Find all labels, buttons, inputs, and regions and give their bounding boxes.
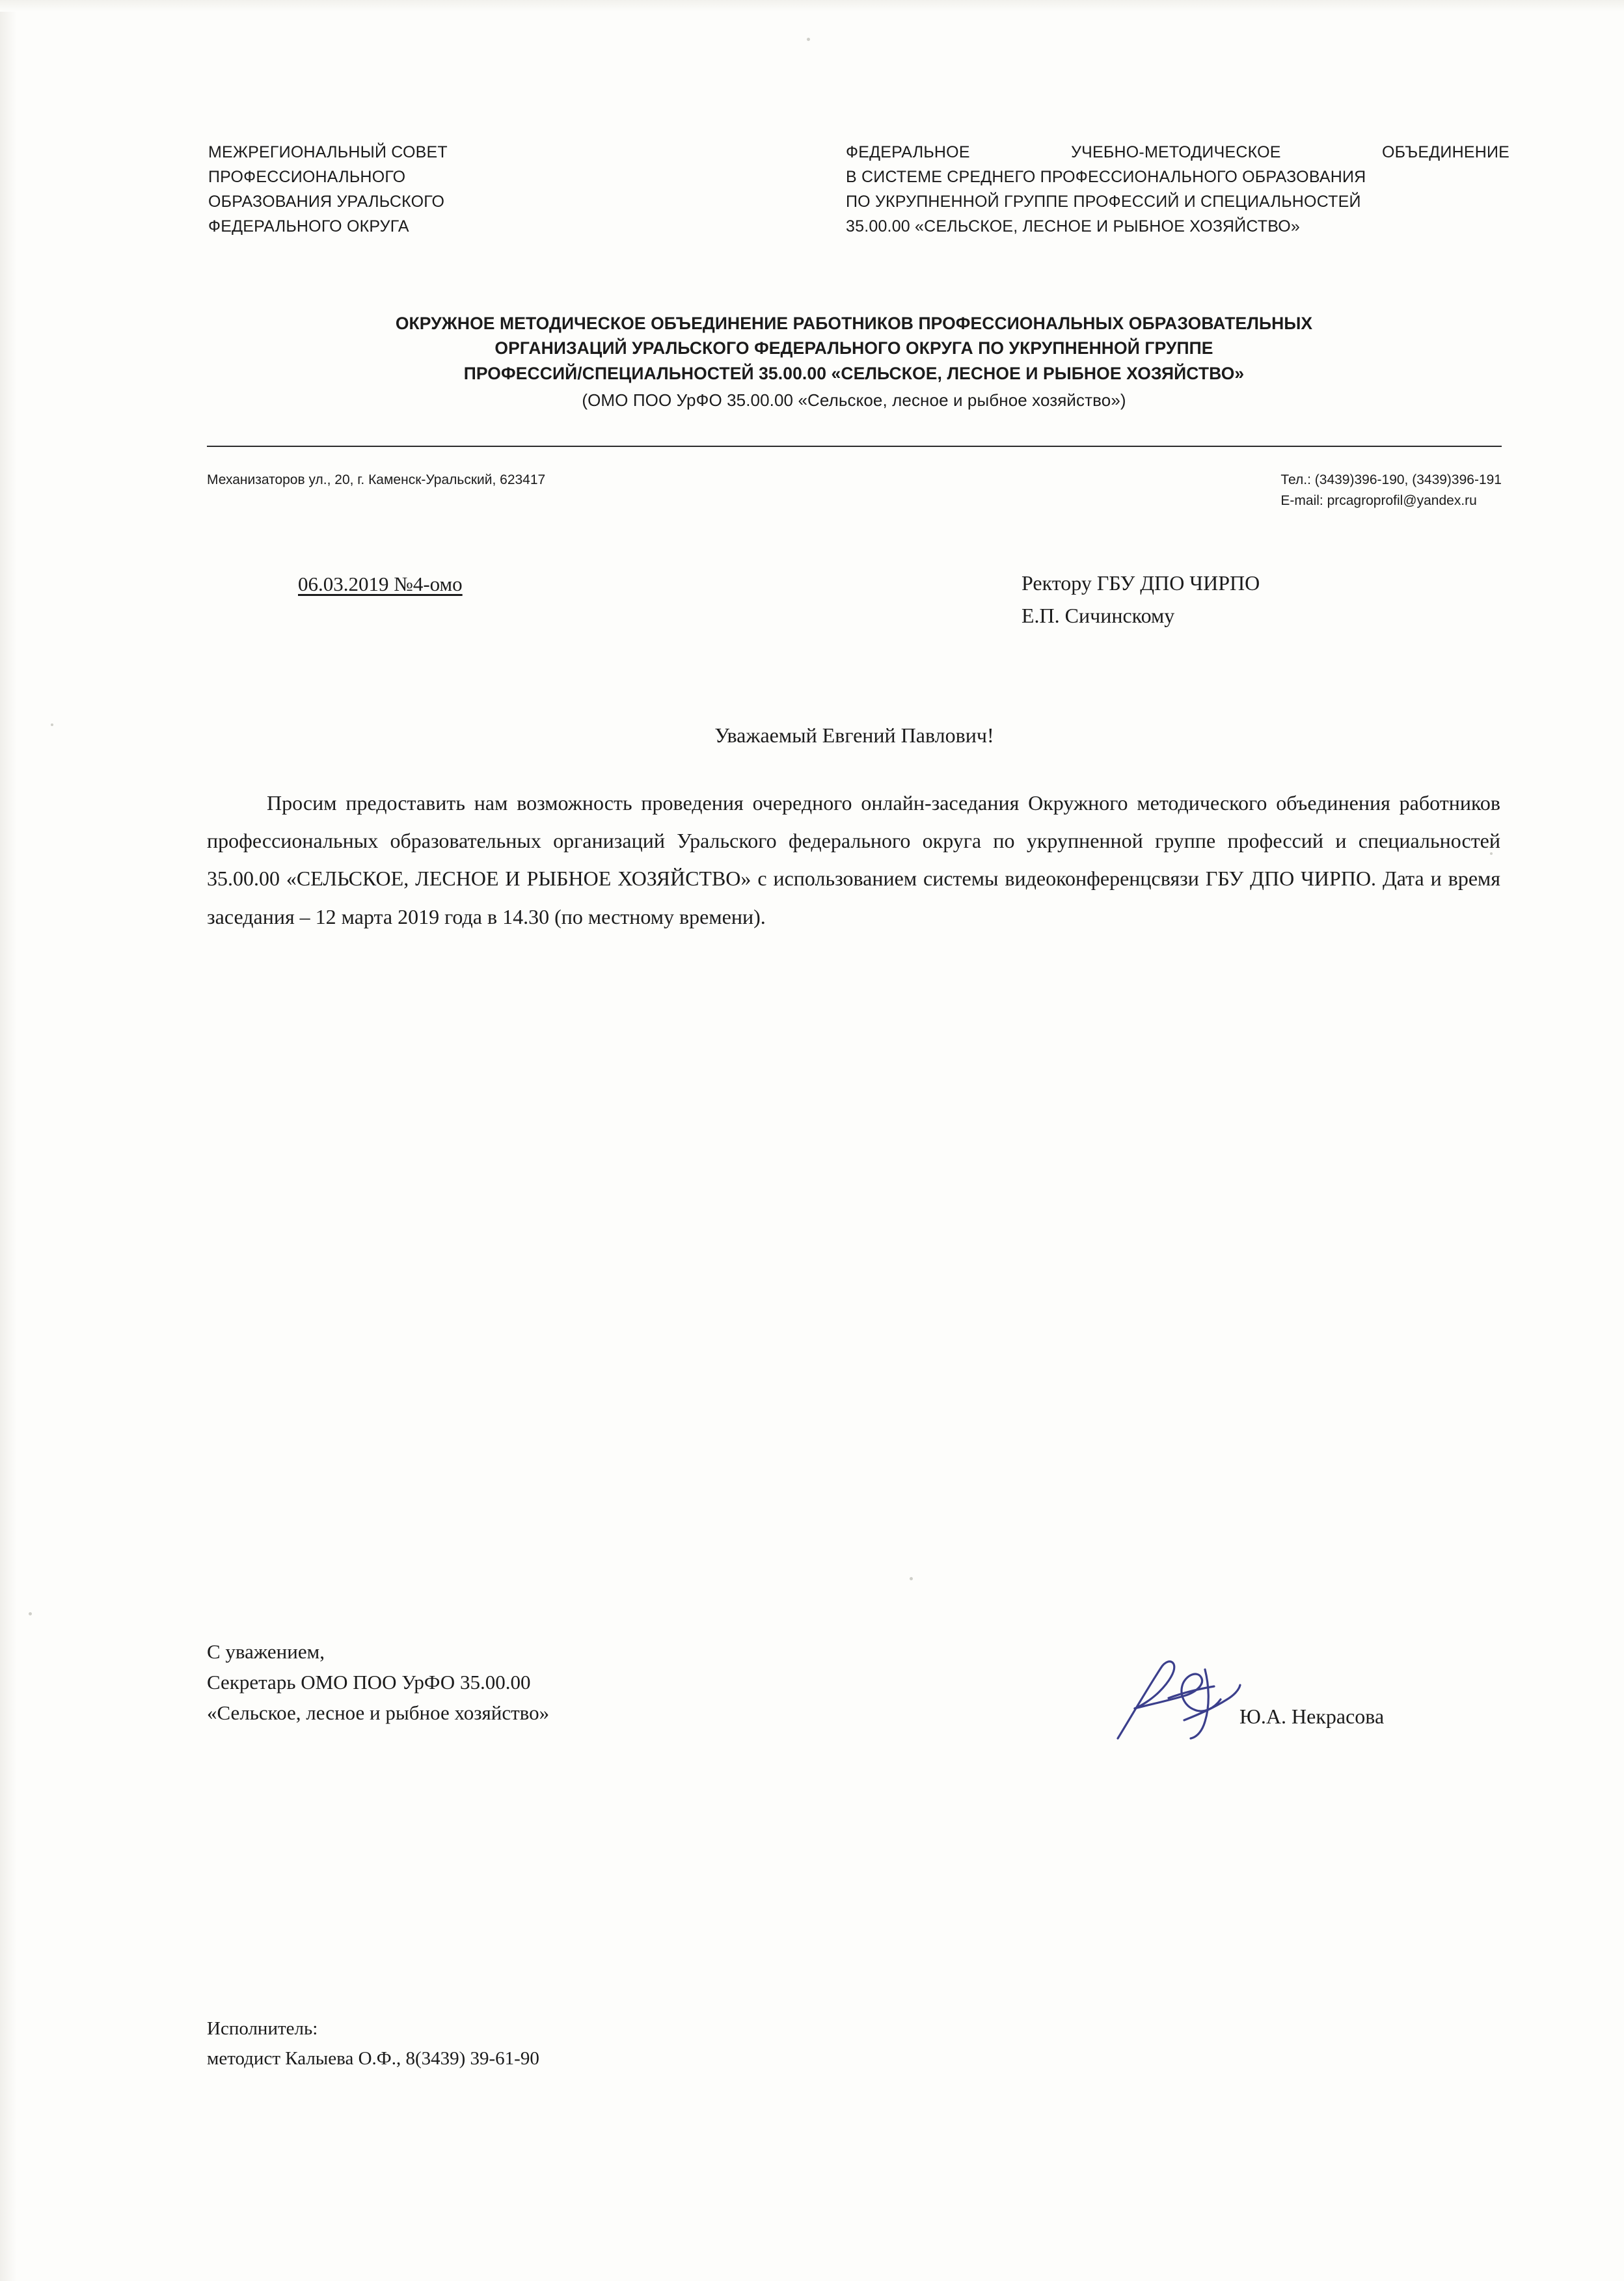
contact-email: E-mail: prcagroprofil@yandex.ru	[1280, 493, 1477, 508]
contact-right-block	[1280, 470, 1502, 511]
contact-phone: Тел.: (3439)396-190, (3439)396-191	[1280, 472, 1502, 487]
handwritten-signature	[1106, 1653, 1256, 1750]
signer-role-line: Секретарь ОМО ПОО УрФО 35.00.00	[207, 1671, 531, 1694]
closing-line: С уважением,	[207, 1640, 325, 1663]
org-right-block	[846, 140, 1509, 239]
org-right-line: ПО УКРУПНЕННОЙ ГРУППЕ ПРОФЕССИЙ И СПЕЦИАЛЬНОСТЕЙ	[846, 193, 1361, 211]
letterhead-title-line: ПРОФЕССИЙ/СПЕЦИАЛЬНОСТЕЙ 35.00.00 «СЕЛЬСКОЕ, ЛЕСНОЕ И РЫБНОЕ ХОЗЯЙСТВО»	[463, 363, 1245, 383]
org-left-line: ПРОФЕССИОНАЛЬНОГО	[208, 168, 406, 186]
letterhead-title-line: ОРГАНИЗАЦИЙ УРАЛЬСКОГО ФЕДЕРАЛЬНОГО ОКРУГА ПО УКРУПНЕННОЙ ГРУППЕ	[494, 338, 1213, 358]
letterhead	[208, 140, 1509, 239]
org-left-line: ОБРАЗОВАНИЯ УРАЛЬСКОГО	[208, 193, 445, 211]
letterhead-title	[208, 311, 1500, 413]
addressee-block	[1022, 567, 1260, 632]
org-right-line: ФЕДЕРАЛЬНОЕ УЧЕБНО-МЕТОДИЧЕСКОЕ ОБЪЕДИНЕНИЕ	[846, 143, 1509, 161]
executor-label: Исполнитель:	[207, 2018, 318, 2039]
scan-speck	[807, 38, 810, 41]
addressee-line: Е.П. Сичинскому	[1022, 603, 1175, 627]
signer-name: Ю.А. Некрасова	[1239, 1705, 1385, 1728]
org-left-block	[208, 140, 573, 239]
letterhead-title-line: ОКРУЖНОЕ МЕТОДИЧЕСКОЕ ОБЪЕДИНЕНИЕ РАБОТНИКОВ ПРОФЕССИОНАЛЬНЫХ ОБРАЗОВАТЕЛЬНЫХ	[395, 314, 1313, 333]
org-right-line: В СИСТЕМЕ СРЕДНЕГО ПРОФЕССИОНАЛЬНОГО ОБРАЗОВАНИЯ	[846, 168, 1366, 186]
contact-address: Механизаторов ул., 20, г. Каменск-Уральский, 623417	[207, 472, 546, 487]
org-left-line: МЕЖРЕГИОНАЛЬНЫЙ СОВЕТ	[208, 143, 448, 161]
scan-speck	[51, 723, 53, 726]
letterhead-title-subline: (ОМО ПОО УрФО 35.00.00 «Сельское, лесное и рыбное хозяйство»)	[582, 390, 1126, 411]
signer-role-line: «Сельское, лесное и рыбное хозяйство»	[207, 1701, 550, 1725]
executor-block	[207, 2014, 539, 2074]
letterhead-divider	[207, 446, 1502, 447]
signature-block	[207, 1636, 549, 1728]
body-paragraph: Просим предоставить нам возможность проведения очередного онлайн-заседания Окружного методического объединения работников профессиональных образовательных организаций Уральского федерального округа по укрупненной группе профессий и специальностей 35.00.00 «СЕЛЬСКОЕ, ЛЕСНОЕ И РЫБНОЕ ХОЗЯЙСТВО» с использованием системы видеоконференцсвязи ГБУ ДПО ЧИРПО. Дата и время заседания – 12 марта 2019 года в 14.30 (по местному времени).	[207, 791, 1500, 928]
executor-value: методист Калыева О.Ф., 8(3439) 39-61-90	[207, 2048, 539, 2070]
org-right-line: 35.00.00 «СЕЛЬСКОЕ, ЛЕСНОЕ И РЫБНОЕ ХОЗЯЙСТВО»	[846, 217, 1301, 236]
letterhead-contacts	[207, 470, 1502, 511]
org-left-line: ФЕДЕРАЛЬНОГО ОКРУГА	[208, 217, 409, 236]
scan-edge-top	[0, 0, 1624, 12]
document-date-number: 06.03.2019 №4-омо	[298, 573, 463, 595]
salutation: Уважаемый Евгений Павлович!	[714, 723, 994, 747]
scan-speck	[910, 1577, 913, 1580]
scan-edge-left	[0, 0, 17, 2281]
addressee-line: Ректору ГБУ ДПО ЧИРПО	[1022, 571, 1260, 595]
scan-speck	[29, 1612, 32, 1615]
